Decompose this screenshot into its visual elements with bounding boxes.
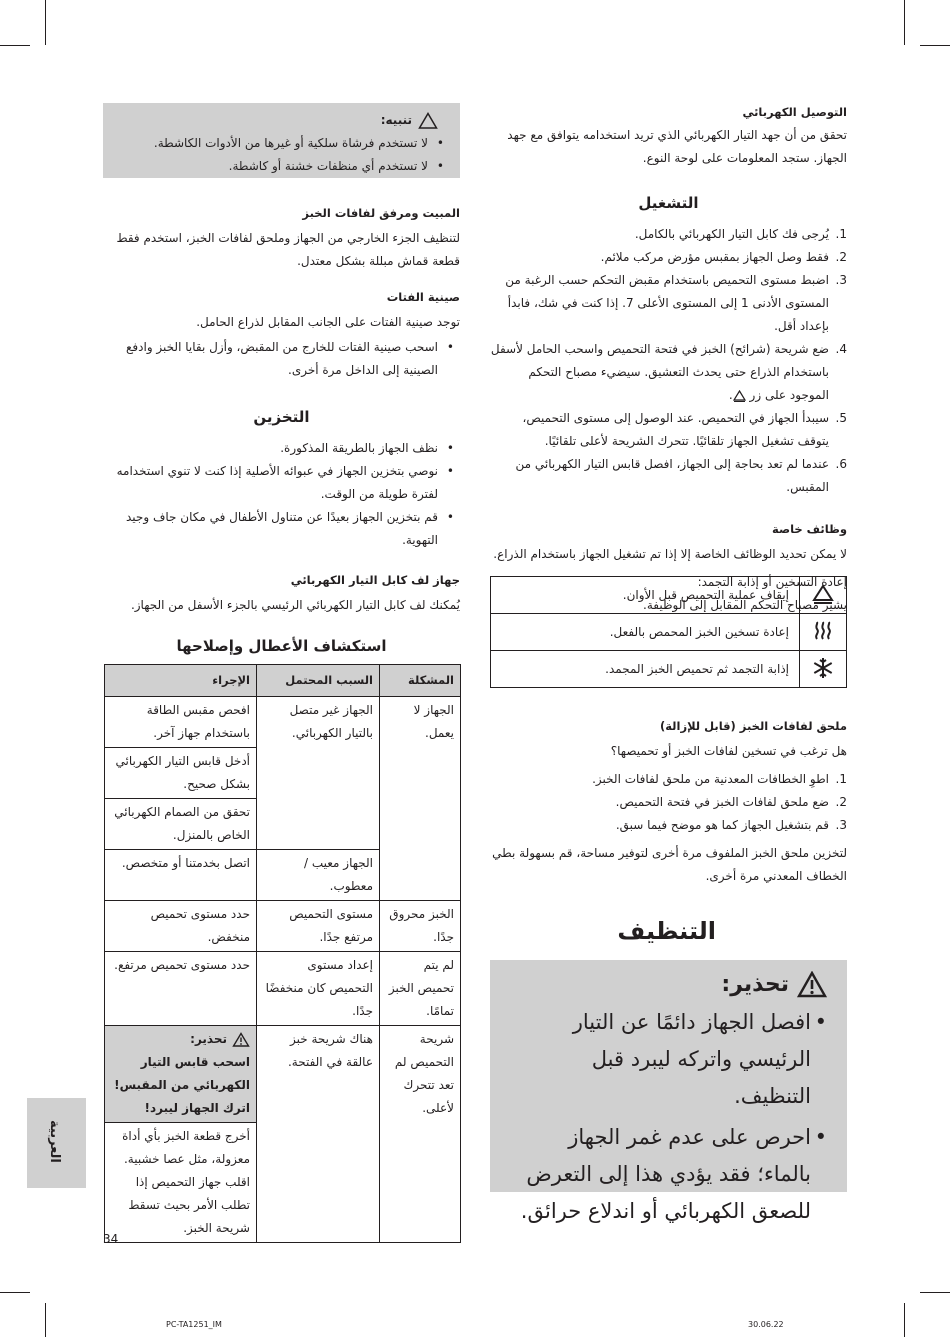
header-action: الإجراء — [105, 665, 257, 697]
bun-step: 2. ضع ملحق لفافات الخبز في فتحة التحميص. — [615, 795, 847, 809]
caution-title: تنبيه: — [380, 113, 412, 127]
cause-cell: إعداد مستوى التحميص كان منخفضًا جدًا. — [257, 952, 380, 1026]
footer-left: PC-TA1251_IM — [166, 1320, 222, 1329]
table-row — [491, 614, 847, 651]
cleaning-title: التنظيف — [617, 917, 716, 945]
function-text: إعادة تسخين الخبز المحمص بالفعل. — [491, 614, 800, 651]
footer-right: 30.06.22 — [748, 1320, 784, 1329]
side-tab-label: العربية — [47, 1120, 62, 1163]
operation-steps — [490, 223, 847, 499]
table-row — [105, 952, 461, 1026]
operation-step: 5. سيبدأ الجهاز في التحميص. عند الوصول إلى مستوى التحميص، يتوقف تشغيل الجهاز تلقائيًا. تتحرك الشريحة لأعلى تلقائيًا. — [522, 411, 847, 448]
crumb-title: صينية الفتات — [386, 290, 460, 304]
crumb-list — [103, 336, 460, 382]
crop-mark — [920, 1292, 950, 1293]
functions-table — [490, 576, 847, 688]
action-warning-cell — [105, 1026, 257, 1123]
problem-cell: شريحة التحميص لم تعد تتحرك لأعلى. — [380, 1026, 461, 1243]
power-title: التوصيل الكهربائي — [742, 105, 847, 119]
caution-item: • لا تستخدم أي منظفات خشنة أو كاشطة. — [108, 155, 428, 178]
storage-title: التخزين — [253, 408, 310, 426]
action-cell: أخرج قطعة الخبز بأي أداة معزولة، مثل عصا خشبية. اقلب جهاز التحميص إذا تطلب الأمر بحيث تسقط شريحة الخبز. — [105, 1123, 257, 1243]
operation-title: التشغيل — [638, 194, 699, 212]
table-row — [105, 697, 461, 748]
storage-item: • نوصي بتخزين الجهاز في عبوائه الأصلية إذا كنت لا تنوي استخدامه لفترة طويلة من الوقت. — [103, 460, 438, 506]
bun-section — [490, 716, 847, 888]
warning-item: • افصل الجهاز دائمًا عن التيار الرئيسي واتركه ليبرد قبل التنظيف. — [511, 1004, 811, 1115]
indicator-text: يشير مصباح التحكم المقابل إلى الوظيفة. — [643, 598, 847, 612]
warning-list — [511, 1004, 837, 1230]
caution-box — [103, 103, 460, 178]
warning-icon — [418, 112, 438, 130]
power-text: تحقق من أن جهد التيار الكهربائي الذي تريد استخدامه يتوافق مع جهد الجهاز. ستجد المعلومات على لوحة النوع. — [507, 128, 847, 165]
problem-cell: الجهاز لا يعمل. — [380, 697, 461, 901]
action-warning-text: اسحب قابس التيار الكهربائي من المقبس! اترك الجهاز ليبرد! — [114, 1055, 250, 1115]
bun-store-text: لتخزين ملحق الخبز الملفوف مرة أخرى لتوفير مساحة، قم بسهولة بطي الخطاف المعدني مرة أخرى. — [492, 846, 847, 883]
housing-title: المبيت ومرفق لفافات الخبز — [302, 206, 460, 220]
cause-cell: الجهاز غير متصل بالتيار الكهربائي. — [257, 697, 380, 850]
storage-item: • قم بتخزين الجهاز بعيدًا عن متناول الأطفال في مكان جاف وجيد التهوية. — [103, 506, 438, 552]
warning-title: تحذير: — [721, 972, 789, 997]
reheat-icon — [812, 620, 834, 642]
storage-list — [103, 437, 460, 552]
bun-steps — [490, 768, 847, 837]
warning-icon — [797, 971, 827, 999]
header-problem: المشكلة — [380, 665, 461, 697]
action-cell: افحص مقبس الطاقة باستخدام جهاز آخر. — [105, 697, 257, 748]
bun-title: ملحق لفافات الخبز (قابل للإزالة) — [659, 719, 847, 733]
right-column — [490, 102, 847, 617]
action-cell: تحقق من الصمام الكهربائي الخاص بالمنزل. — [105, 799, 257, 850]
table-row — [491, 577, 847, 614]
stop-icon — [812, 584, 834, 604]
cleaning-warning-box — [490, 960, 847, 1223]
cord-title: جهاز لف كابل التيار الكهربائي — [290, 573, 460, 587]
warning-icon — [232, 1032, 250, 1048]
special-title: وظائف خاصة — [771, 522, 847, 536]
trouble-title: استكشاف الأعطال وإصلاحها — [176, 637, 387, 655]
housing-text: لتنظيف الجزء الخارجي من الجهاز وملحق لفافات الخبز، استخدم فقط قطعة قماش مبللة بشكل معتدل. — [116, 231, 460, 268]
action-cell: حدد مستوى تحميص منخفض. — [105, 901, 257, 952]
cord-text: يُمكنك لف كابل التيار الكهربائي الرئيسي بالجزء الأسفل من الجهاز. — [130, 598, 460, 612]
problem-cell: الخبز محروق جدًا. — [380, 901, 461, 952]
crop-mark — [45, 1303, 46, 1337]
operation-step: 3. اضبط مستوى التحميص باستخدام مقبض التحكم حسب الرغبة من المستوى الأدنى 1 إلى المستوى الأعلى 7. إذا كنت في شك، فابدأ بإعداد أقل. — [505, 273, 847, 333]
storage-item: • نظف الجهاز بالطريقة المذكورة. — [103, 437, 438, 460]
crop-mark — [904, 0, 905, 45]
troubleshooting-table — [104, 664, 461, 1243]
caution-list — [108, 132, 450, 178]
crop-mark — [904, 1303, 905, 1337]
action-cell: اتصل بخدمتنا أو متخصص. — [105, 850, 257, 901]
crumb-text: توجد صينية الفتات على الجانب المقابل لذراع الحامل. — [196, 315, 460, 329]
problem-cell: لم يتم تحميص الخبز تمامًا. — [380, 952, 461, 1026]
crumb-item: • اسحب صينية الفتات للخارج من المقبض، وأزل بقايا الخبز وادفع الصينية إلى الداخل مرة أخرى. — [103, 336, 438, 382]
operation-step: 2. فقط وصل الجهاز بمقبس مؤرض مركب ملائم. — [600, 250, 847, 264]
stop-icon — [733, 390, 746, 402]
function-text: إيقاف عملية التحميص قبل الأوان. — [491, 577, 800, 614]
action-cell: أدخل قابس التيار الكهربائي بشكل صحيح. — [105, 748, 257, 799]
defrost-icon — [812, 657, 834, 679]
special-text: لا يمكن تحديد الوظائف الخاصة إلا إذا تم تشغيل الجهاز باستخدام الذراع. — [493, 547, 847, 561]
action-cell: حدد مستوى تحميص مرتفع. — [105, 952, 257, 1026]
function-text: إذابة التجمد ثم تحميص الخبز المجمد. — [491, 651, 800, 688]
bun-step: 1. اطوِ الخطافات المعدنية من ملحق لفافات الخبز. — [592, 772, 847, 786]
reheat-label: إعادة التسخين أو إذابة التجمد: — [697, 575, 847, 589]
table-row — [105, 901, 461, 952]
language-side-tab — [27, 1098, 86, 1188]
action-warning-title: تحذير: — [190, 1032, 227, 1046]
bun-question: هل ترغب في تسخين لفافات الخبز أو تحميصها؟ — [610, 744, 847, 758]
header-cause: السبب المحتمل — [257, 665, 380, 697]
crop-mark — [0, 1292, 30, 1293]
cause-cell: مستوى التحميص مرتفع جدًا. — [257, 901, 380, 952]
operation-step: 4. ضع شريحة (شرائح) الخبز في فتحة التحميص واسحب الحامل لأسفل باستخدام الذراع حتى يحدث التعشيق. سيضيء مصباح التحكم الموجود على زر . — [490, 342, 847, 402]
operation-step: 6. عندما لم تعد بحاجة إلى الجهاز، افصل قابس التيار الكهربائي من المقبس. — [515, 457, 847, 494]
left-column — [103, 203, 460, 658]
crop-mark — [920, 45, 950, 46]
caution-item: • لا تستخدم فرشاة سلكية أو غيرها من الأدوات الكاشطة. — [108, 132, 428, 155]
warning-item: • احرص على عدم غمر الجهاز بالماء؛ فقد يؤدي هذا إلى التعرض للصعق الكهربائي أو اندلاع حرائق. — [511, 1119, 811, 1230]
table-row — [105, 1026, 461, 1123]
operation-step: 1. يُرجى فك كابل التيار الكهربائي بالكامل. — [634, 227, 847, 241]
crop-mark — [45, 0, 46, 45]
table-row — [491, 651, 847, 688]
cause-cell: هناك شريحة خبز عالقة في الفتحة. — [257, 1026, 380, 1243]
bun-step: 3. قم بتشغيل الجهاز كما هو موضح فيما سبق. — [615, 818, 847, 832]
page-number: 34 — [103, 1232, 119, 1246]
crop-mark — [0, 45, 30, 46]
table-header-row — [105, 665, 461, 697]
cause-cell: الجهاز معيب / معطوب. — [257, 850, 380, 901]
